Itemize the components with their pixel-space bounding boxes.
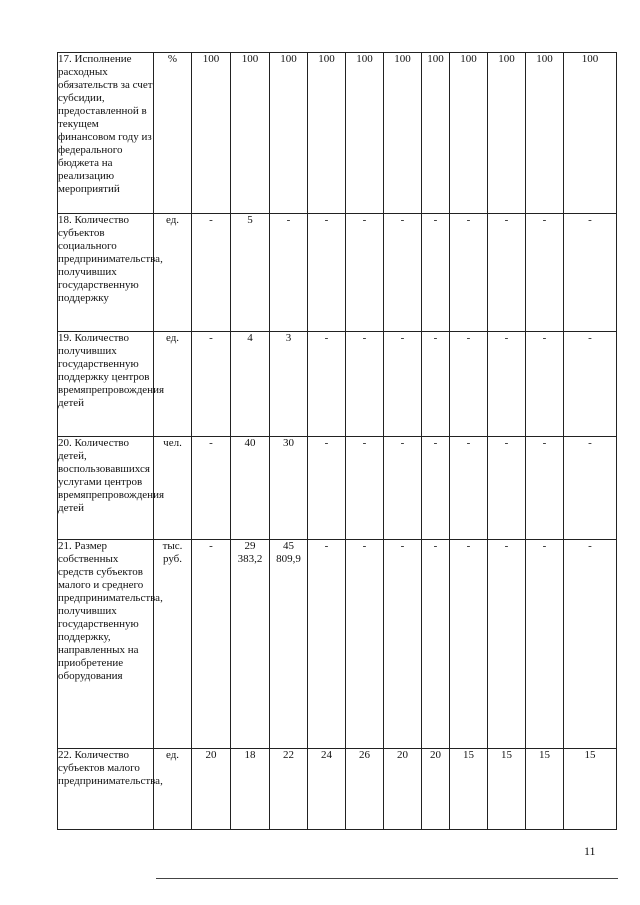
value-cell: - [384,540,422,749]
table-row [58,332,617,437]
value-cell: - [308,437,346,540]
value-cell: 24 [308,749,346,830]
value-cell: - [450,540,488,749]
value-cell: - [526,332,564,437]
table-row [58,749,617,830]
value-cell: 15 [450,749,488,830]
value-cell: 3 [270,332,308,437]
unit-cell: ед. [154,214,192,332]
value-cell: - [450,437,488,540]
unit-cell: тыс. руб. [154,540,192,749]
value-cell: 45 809,9 [270,540,308,749]
value-cell: 15 [564,749,617,830]
table-row [58,437,617,540]
table-row [58,214,617,332]
value-cell: - [564,540,617,749]
value-cell: 22 [270,749,308,830]
value-cell: 100 [231,53,270,214]
value-cell: - [488,214,526,332]
value-cell: - [308,214,346,332]
footer-rule [156,878,618,879]
value-cell: 100 [384,53,422,214]
unit-cell: ед. [154,749,192,830]
value-cell: - [384,214,422,332]
value-cell: - [526,214,564,332]
value-cell: 15 [526,749,564,830]
value-cell: 4 [231,332,270,437]
value-cell: 20 [384,749,422,830]
value-cell: 100 [346,53,384,214]
value-cell: - [488,332,526,437]
value-cell: 29 383,2 [231,540,270,749]
value-cell: - [192,540,231,749]
value-cell: 100 [308,53,346,214]
value-cell: - [422,332,450,437]
unit-cell: % [154,53,192,214]
value-cell: 20 [192,749,231,830]
table-body [58,53,617,830]
unit-cell: чел. [154,437,192,540]
value-cell: - [384,437,422,540]
indicator-name-cell: 19. Количество получивших государственную поддержку центров времяпрепровождения детей [58,332,154,437]
value-cell: - [422,540,450,749]
value-cell: - [346,214,384,332]
value-cell: 26 [346,749,384,830]
indicator-name-cell: 18. Количество субъектов социального предпринимательства, получивших государственную поддержку [58,214,154,332]
value-cell: 100 [526,53,564,214]
value-cell: - [308,332,346,437]
value-cell: 100 [450,53,488,214]
value-cell: - [192,437,231,540]
value-cell: 20 [422,749,450,830]
value-cell: - [346,540,384,749]
value-cell: - [564,214,617,332]
value-cell: - [270,214,308,332]
value-cell: - [422,437,450,540]
indicator-name-cell: 20. Количество детей, воспользовавшихся услугами центров времяпрепровождения детей [58,437,154,540]
value-cell: 18 [231,749,270,830]
value-cell: 100 [192,53,231,214]
value-cell: 100 [488,53,526,214]
value-cell: - [450,332,488,437]
table-row [58,53,617,214]
value-cell: 30 [270,437,308,540]
value-cell: - [192,214,231,332]
value-cell: - [346,437,384,540]
value-cell: - [488,437,526,540]
value-cell: - [422,214,450,332]
value-cell: 100 [270,53,308,214]
value-cell: - [450,214,488,332]
value-cell: 40 [231,437,270,540]
value-cell: 100 [422,53,450,214]
value-cell: 15 [488,749,526,830]
value-cell: - [384,332,422,437]
indicator-name-cell: 22. Количество субъектов малого предпринимательства, [58,749,154,830]
unit-cell: ед. [154,332,192,437]
value-cell: - [526,437,564,540]
indicators-table [57,52,617,830]
value-cell: - [488,540,526,749]
indicator-name-cell: 17. Исполнение расходных обязательств за счет субсидии, предоставленной в текущем финансовом году из федерального бюджета на реализацию мероприятий [58,53,154,214]
value-cell: - [346,332,384,437]
indicator-name-cell: 21. Размер собственных средств субъектов малого и среднего предпринимательства, получивших государственную поддержку, направленных на приобретение оборудования [58,540,154,749]
value-cell: 100 [564,53,617,214]
value-cell: - [564,332,617,437]
value-cell: - [192,332,231,437]
table-row [58,540,617,749]
value-cell: - [308,540,346,749]
value-cell: - [526,540,564,749]
value-cell: - [564,437,617,540]
value-cell: 5 [231,214,270,332]
page-number: 11 [584,844,596,858]
